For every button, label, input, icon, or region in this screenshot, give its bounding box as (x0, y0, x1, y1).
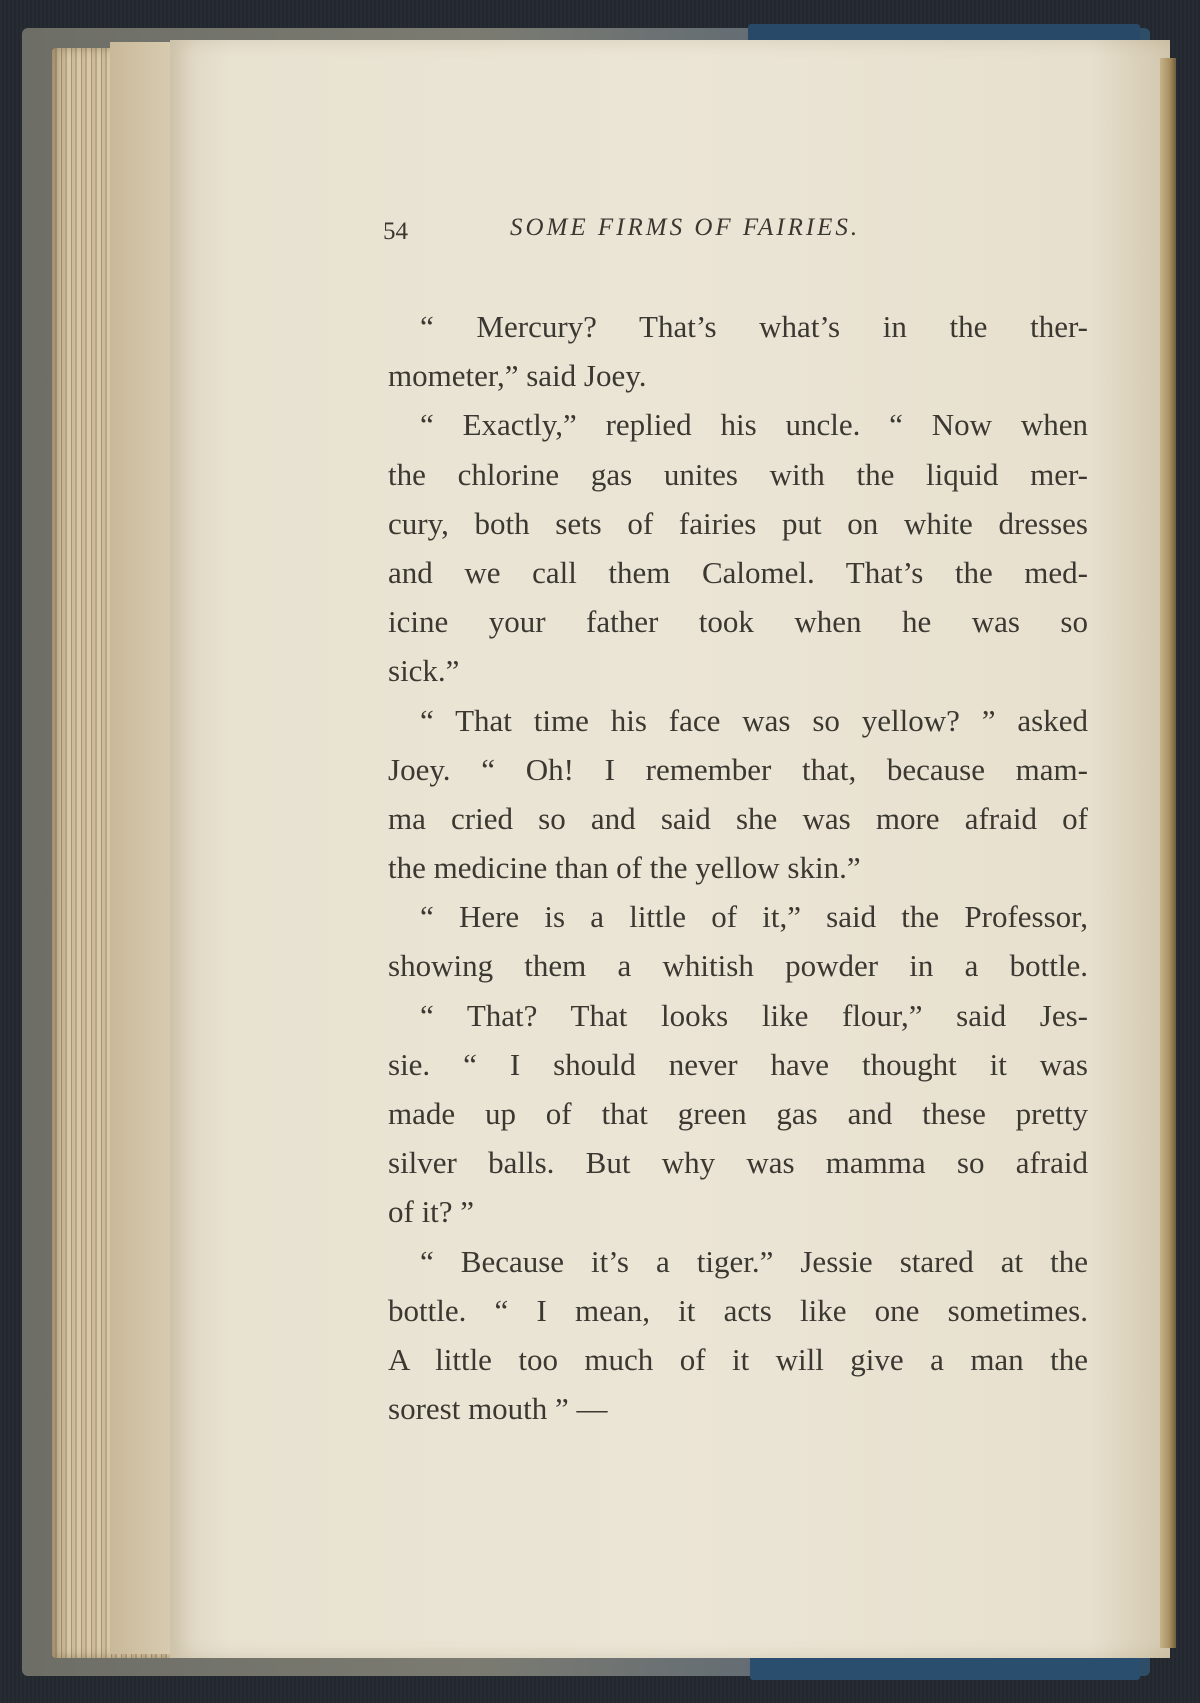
running-title: SOME FIRMS OF FAIRIES. (510, 214, 861, 241)
text-line: A little too much of it will give a man the (388, 1341, 1088, 1377)
text-line: sick.” (388, 653, 460, 689)
text-line: Joey. “ Oh! I remember that, because mam- (388, 751, 1088, 787)
text-line: cury, both sets of fairies put on white dresses (388, 505, 1088, 541)
text-line: bottle. “ I mean, it acts like one sometimes. (388, 1292, 1088, 1328)
text-line: “ Mercury? That’s what’s in the ther- (420, 309, 1088, 344)
text-line: silver balls. But why was mamma so afraid (388, 1145, 1088, 1181)
text-line: “ That? That looks like flour,” said Jes- (420, 997, 1088, 1033)
text-line: sorest mouth ” — (388, 1391, 608, 1427)
text-line: mometer,” said Joey. (388, 358, 647, 394)
text-line: of it? ” (388, 1194, 475, 1230)
text-line: and we call them Calomel. That’s the med- (388, 554, 1088, 590)
running-head (383, 212, 983, 252)
page-right-edge (1160, 58, 1176, 1648)
page-number: 54 (383, 218, 408, 245)
text-line: showing them a whitish powder in a bottle. (388, 948, 1088, 984)
text-line: the medicine than of the yellow skin.” (388, 850, 861, 886)
text-line: ma cried so and said she was more afraid of (388, 800, 1088, 836)
text-line: “ Because it’s a tiger.” Jessie stared at the (420, 1243, 1088, 1279)
text-line: sie. “ I should never have thought it was (388, 1046, 1088, 1082)
body-text (388, 302, 1088, 1433)
text-line: “ That time his face was so yellow? ” asked (420, 702, 1088, 738)
text-line: “ Here is a little of it,” said the Professor, (420, 899, 1088, 935)
text-line: the chlorine gas unites with the liquid mer- (388, 456, 1088, 492)
text-line: made up of that green gas and these pretty (388, 1096, 1088, 1131)
text-line: “ Exactly,” replied his uncle. “ Now when (420, 407, 1088, 443)
text-line: icine your father took when he was so (388, 604, 1088, 640)
